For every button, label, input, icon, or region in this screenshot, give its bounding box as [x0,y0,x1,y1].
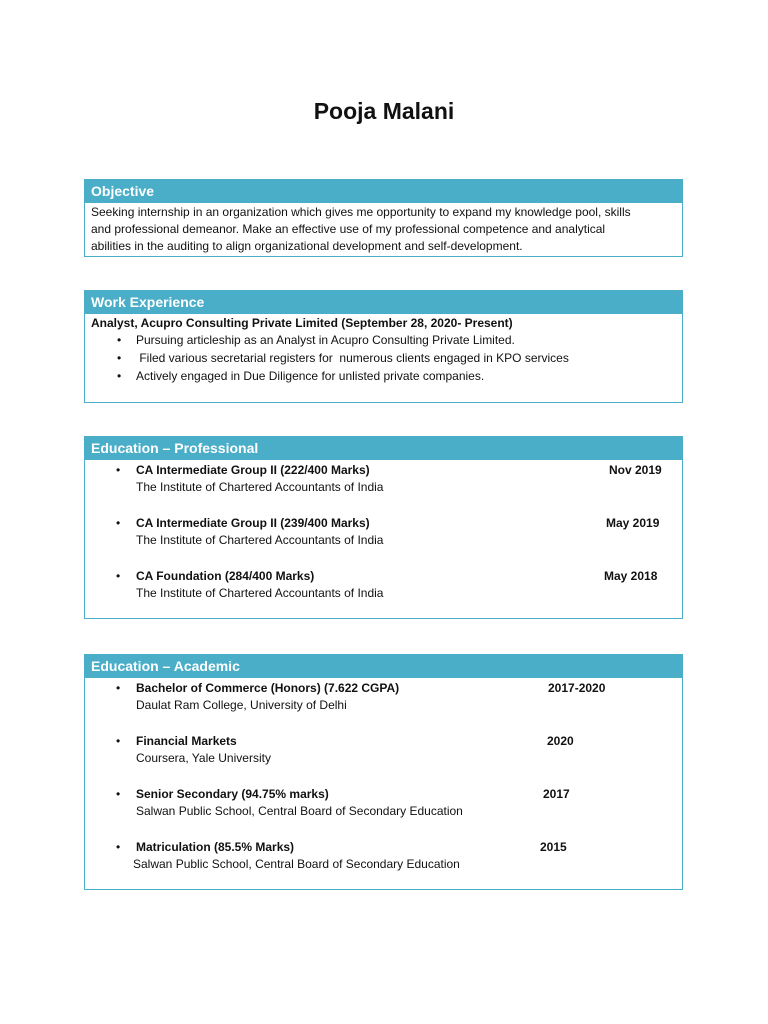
academic-entry [85,839,682,875]
academic-entry [85,680,682,716]
work-bullet-text: Actively engaged in Due Diligence for unlisted private companies. [136,369,485,383]
education-professional-section [84,436,683,619]
professional-entry [85,568,682,604]
bullet-icon: • [116,569,121,583]
professional-entry [85,515,682,551]
objective-section [84,179,683,257]
entry-date: 2015 [540,840,567,854]
entry-title: Matriculation (85.5% Marks) [136,840,295,854]
entry-date: 2017-2020 [548,681,606,695]
bullet-icon: • [117,369,122,383]
entry-title: Financial Markets [136,734,237,748]
resume-name: Pooja Malani [313,98,455,124]
bullet-icon: • [117,351,122,365]
entry-title: CA Intermediate Group II (222/400 Marks) [136,463,370,477]
entry-date: Nov 2019 [609,463,662,477]
entry-institution: The Institute of Chartered Accountants of India [136,586,384,600]
bullet-icon: • [116,516,121,530]
work-bullet-item [91,332,676,350]
objective-line: Seeking internship in an organization which gives me opportunity to expand my knowledge pool, skills [91,205,631,219]
entry-title: Senior Secondary (94.75% marks) [136,787,329,801]
entry-institution: The Institute of Chartered Accountants of India [136,533,384,547]
entry-date: 2017 [543,787,570,801]
entry-institution: Salwan Public School, Central Board of Secondary Education [133,857,460,871]
entry-title: Bachelor of Commerce (Honors) (7.622 CGPA) [136,681,400,695]
work-bullet-text: Filed various secretarial registers for numerous clients engaged in KPO services [136,351,569,365]
education-academic-section [84,654,683,890]
work-bullet-text: Pursuing articleship as an Analyst in Acupro Consulting Private Limited. [136,333,515,347]
objective-line: abilities in the auditing to align organizational development and self-development. [91,239,523,253]
entry-date: 2020 [547,734,574,748]
academic-entry [85,733,682,769]
entry-title: CA Intermediate Group II (239/400 Marks) [136,516,370,530]
bullet-icon: • [116,787,121,801]
academic-entry [85,786,682,822]
bullet-icon: • [116,840,121,854]
entry-institution: Salwan Public School, Central Board of Secondary Education [136,804,463,818]
education-professional-heading: Education – Professional [85,437,682,460]
work-experience-section [84,290,683,403]
education-academic-heading: Education – Academic [85,655,682,678]
work-bullet-item [91,368,676,386]
objective-line: and professional demeanor. Make an effective use of my professional competence and analytical [91,222,606,236]
work-experience-heading: Work Experience [85,291,682,314]
work-bullet-item [91,350,676,368]
entry-date: May 2018 [604,569,658,583]
entry-institution: Daulat Ram College, University of Delhi [136,698,347,712]
job-title: Analyst, Acupro Consulting Private Limited (September 28, 2020- Present) [91,316,513,330]
bullet-icon: • [116,734,121,748]
bullet-icon: • [116,681,121,695]
bullet-icon: • [116,463,121,477]
work-experience-body [85,315,682,386]
bullet-icon: • [117,333,122,347]
professional-entry [85,462,682,498]
objective-text [85,203,682,255]
objective-heading: Objective [85,180,682,203]
entry-date: May 2019 [606,516,660,530]
entry-title: CA Foundation (284/400 Marks) [136,569,315,583]
entry-institution: The Institute of Chartered Accountants of India [136,480,384,494]
entry-institution: Coursera, Yale University [136,751,271,765]
